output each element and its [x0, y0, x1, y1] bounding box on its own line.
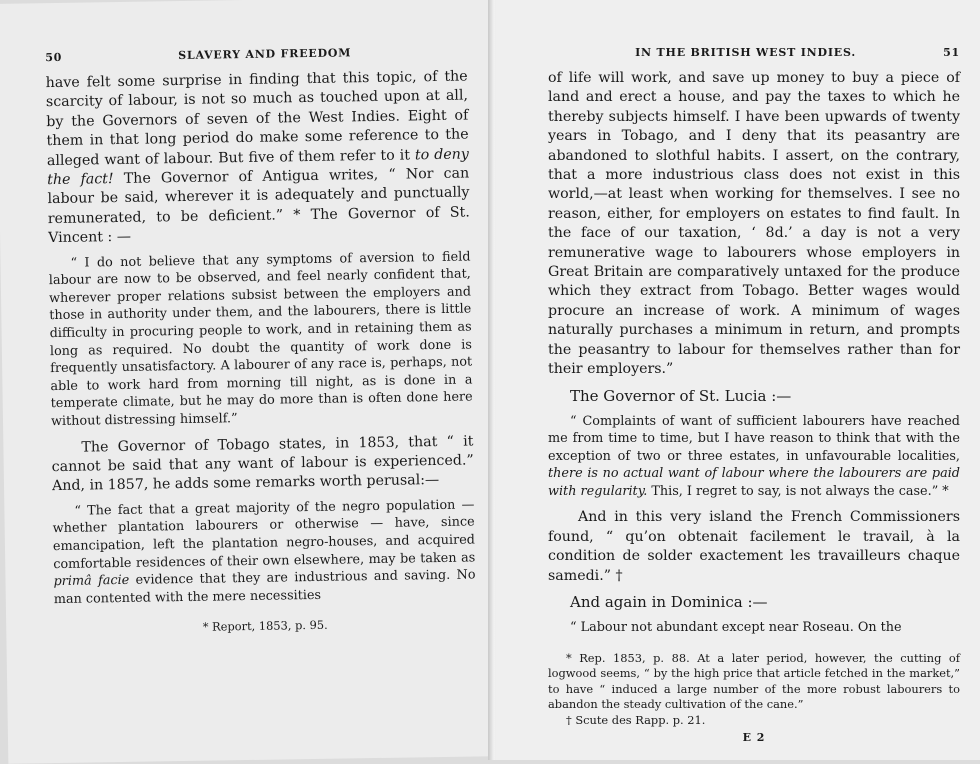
left-running-title: SLAVERY AND FREEDOM [178, 46, 352, 63]
right-running-title: IN THE BRITISH WEST INDIES. [635, 46, 856, 59]
left-running-head [45, 45, 467, 65]
left-footnote: * Report, 1853, p. 95. [202, 618, 328, 635]
right-paragraph-2: And in this very island the French Commissioners found, “ qu’on obtenait facilement le travail, à la condition de solder exactement les travailleurs chaque samedi.” † [548, 509, 960, 584]
right-heading-st-lucia: The Governor of St. Lucia :— [570, 386, 792, 405]
right-running-head [548, 46, 960, 59]
right-paragraph-1: of life will work, and save up money to buy a piece of land and erect a house, and pay the taxes to which he thereby subjects himself. I have been upwards of twenty years in Tobago, and I deny that its peasantry are abandoned to slothful habits. I assert, on the contrary, that a more industrious class does not exist in this world,—at least when working for themselves. I see no reason, either, for employers on estates to find fault. In the face of our taxation, ‘ 8d.’ a day is not a very remunerative wage to labourers whose employers in Great Britain are comparatively untaxed for the produce which they extract from Tobago. Better wages would procure an increase of work. A minimum of wages naturally purchases a minimum in return, and prompts the peasantry to labour for themselves rather than for their employers.” [548, 70, 960, 378]
right-quote-st-lucia: “ Complaints of want of sufficient labourers have reached me from time to time, but I have reason to think that with the exception of two or three estates, in unfavourable localities, there is no actual want of labour where the labourers are paid with regularity. This, I regret to say, is not always the case.” * [548, 413, 960, 499]
left-quote-tobago: “ The fact that a great majority of the negro population — whether plantation labourers or otherwise — have, since emancipation, left the plantation negro-houses, and acquired comfortable residences of their own elsewhere, may be taken as primâ facie evidence that they are industrious and saving. No man contented with the mere necessities [52, 497, 476, 607]
left-page-number: 50 [45, 50, 63, 65]
left-quote-st-vincent: “ I do not believe that any symptoms of aversion to field labour are now to be observed, and feel nearly confident that, wherever proper relations subsist between the employers and those in authority under them, and the labourers, there is little difficulty in procuring people to work, and in retaining them as long as required. No doubt the quantity of work done is frequently unsatisfactory. A labourer of any race is, perhaps, not able to work hard from morning till night, as is done in a temperate climate, but he may do more than is often done here without distressing himself.” [48, 249, 473, 430]
left-paragraph-1: have felt some surprise in finding that this topic, of the scarcity of labour, is not so much as touched upon at all, by the Governors of seven of the West Indies. Eight of them in that long period do make some reference to the alleged want of labour. But five of them refer to it to deny the fact! The Governor of Antigua writes, “ Nor can labour be said, wherever it is adequately and punctually remunerated, to be deficient.” * The Governor of St. Vincent : — [45, 68, 470, 247]
right-heading-dominica: And again in Dominica :— [570, 593, 768, 612]
right-page-number: 51 [943, 46, 960, 59]
right-footnote-2: † Scute des Rapp. p. 21. [566, 713, 706, 728]
left-paragraph-2: The Governor of Tobago states, in 1853, that “ it cannot be said that any want of labour is experienced.” And, in 1857, he adds some remarks worth perusal:— [51, 433, 474, 495]
right-footnote-1: * Rep. 1853, p. 88. At a later period, however, the cutting of logwood seems, “ by the high price that article fetched in the market,” to have “ induced a large number of the more robust labourers to abandon the steady cultivation of the cane.” [548, 650, 960, 712]
signature-mark: E 2 [742, 730, 766, 744]
right-page [496, 0, 980, 760]
right-quote-dominica: “ Labour not abundant except near Roseau. On the [570, 620, 902, 636]
